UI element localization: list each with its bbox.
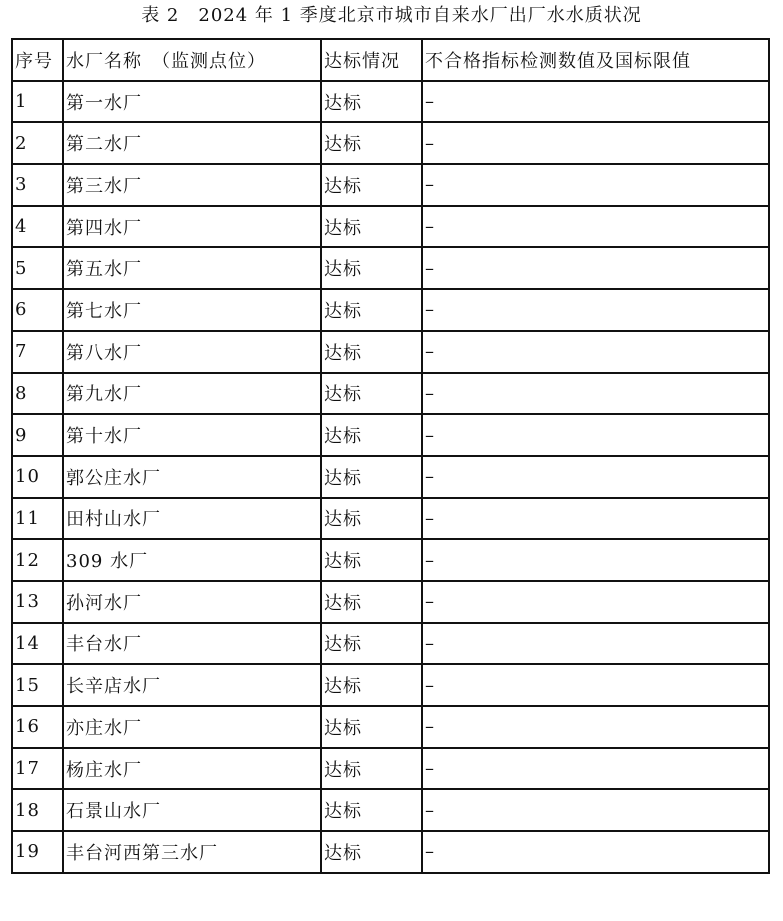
cell-noncompliant-values: –: [422, 81, 769, 123]
cell-plant-name: 丰台河西第三水厂: [63, 831, 321, 873]
cell-plant-name: 第三水厂: [63, 164, 321, 206]
cell-compliance-status: 达标: [321, 664, 422, 706]
table-row: [12, 623, 769, 665]
table-row: [12, 664, 769, 706]
cell-compliance-status: 达标: [321, 539, 422, 581]
cell-index: 5: [12, 247, 63, 289]
header-index: 序号: [12, 39, 63, 81]
cell-noncompliant-values: –: [422, 373, 769, 415]
cell-plant-name: 田村山水厂: [63, 498, 321, 540]
cell-compliance-status: 达标: [321, 456, 422, 498]
cell-plant-name: 第八水厂: [63, 331, 321, 373]
table-row: [12, 748, 769, 790]
cell-index: 12: [12, 539, 63, 581]
cell-compliance-status: 达标: [321, 289, 422, 331]
cell-noncompliant-values: –: [422, 331, 769, 373]
cell-compliance-status: 达标: [321, 623, 422, 665]
cell-plant-name: 丰台水厂: [63, 623, 321, 665]
cell-noncompliant-values: –: [422, 748, 769, 790]
table-row: [12, 247, 769, 289]
cell-index: 15: [12, 664, 63, 706]
cell-noncompliant-values: –: [422, 289, 769, 331]
table-row: [12, 331, 769, 373]
cell-index: 16: [12, 706, 63, 748]
cell-compliance-status: 达标: [321, 831, 422, 873]
table-row: [12, 706, 769, 748]
cell-compliance-status: 达标: [321, 706, 422, 748]
cell-index: 19: [12, 831, 63, 873]
cell-compliance-status: 达标: [321, 373, 422, 415]
cell-noncompliant-values: –: [422, 831, 769, 873]
cell-plant-name: 孙河水厂: [63, 581, 321, 623]
table-row: [12, 498, 769, 540]
cell-plant-name: 第四水厂: [63, 206, 321, 248]
cell-compliance-status: 达标: [321, 81, 422, 123]
table-row: [12, 81, 769, 123]
cell-index: 17: [12, 748, 63, 790]
cell-compliance-status: 达标: [321, 581, 422, 623]
table-row: [12, 289, 769, 331]
table-row: [12, 539, 769, 581]
table-row: [12, 122, 769, 164]
cell-compliance-status: 达标: [321, 748, 422, 790]
table-row: [12, 581, 769, 623]
cell-compliance-status: 达标: [321, 247, 422, 289]
cell-index: 9: [12, 414, 63, 456]
cell-index: 13: [12, 581, 63, 623]
table-row: [12, 789, 769, 831]
cell-compliance-status: 达标: [321, 414, 422, 456]
cell-noncompliant-values: –: [422, 581, 769, 623]
cell-plant-name: 石景山水厂: [63, 789, 321, 831]
cell-plant-name: 第二水厂: [63, 122, 321, 164]
cell-compliance-status: 达标: [321, 498, 422, 540]
cell-compliance-status: 达标: [321, 164, 422, 206]
cell-index: 3: [12, 164, 63, 206]
header-noncompliant-values: 不合格指标检测数值及国标限值: [422, 39, 769, 81]
table-row: [12, 164, 769, 206]
header-plant-name: 水厂名称 （监测点位）: [63, 39, 321, 81]
cell-noncompliant-values: –: [422, 539, 769, 581]
cell-plant-name: 第一水厂: [63, 81, 321, 123]
cell-plant-name: 杨庄水厂: [63, 748, 321, 790]
cell-compliance-status: 达标: [321, 122, 422, 164]
cell-plant-name: 第五水厂: [63, 247, 321, 289]
table-row: [12, 206, 769, 248]
cell-plant-name: 第十水厂: [63, 414, 321, 456]
cell-noncompliant-values: –: [422, 498, 769, 540]
cell-index: 14: [12, 623, 63, 665]
cell-plant-name: 309 水厂: [63, 539, 321, 581]
cell-plant-name: 亦庄水厂: [63, 706, 321, 748]
cell-index: 10: [12, 456, 63, 498]
table-header-row: [12, 39, 769, 81]
table-row: [12, 831, 769, 873]
cell-plant-name: 第九水厂: [63, 373, 321, 415]
cell-noncompliant-values: –: [422, 206, 769, 248]
cell-noncompliant-values: –: [422, 122, 769, 164]
cell-index: 11: [12, 498, 63, 540]
table-row: [12, 414, 769, 456]
cell-noncompliant-values: –: [422, 664, 769, 706]
cell-noncompliant-values: –: [422, 623, 769, 665]
cell-index: 4: [12, 206, 63, 248]
table-row: [12, 456, 769, 498]
table-body: [12, 81, 769, 873]
cell-index: 2: [12, 122, 63, 164]
cell-index: 18: [12, 789, 63, 831]
cell-noncompliant-values: –: [422, 456, 769, 498]
cell-plant-name: 第七水厂: [63, 289, 321, 331]
cell-noncompliant-values: –: [422, 789, 769, 831]
cell-noncompliant-values: –: [422, 164, 769, 206]
table-row: [12, 373, 769, 415]
cell-index: 6: [12, 289, 63, 331]
cell-noncompliant-values: –: [422, 706, 769, 748]
cell-plant-name: 长辛店水厂: [63, 664, 321, 706]
cell-index: 7: [12, 331, 63, 373]
cell-compliance-status: 达标: [321, 206, 422, 248]
cell-compliance-status: 达标: [321, 789, 422, 831]
cell-index: 8: [12, 373, 63, 415]
water-quality-table: [11, 38, 770, 874]
cell-noncompliant-values: –: [422, 247, 769, 289]
cell-plant-name: 郭公庄水厂: [63, 456, 321, 498]
cell-compliance-status: 达标: [321, 331, 422, 373]
table-caption: 表 2 2024 年 1 季度北京市城市自来水厂出厂水水质状况: [141, 5, 642, 26]
cell-index: 1: [12, 81, 63, 123]
header-compliance-status: 达标情况: [321, 39, 422, 81]
cell-noncompliant-values: –: [422, 414, 769, 456]
